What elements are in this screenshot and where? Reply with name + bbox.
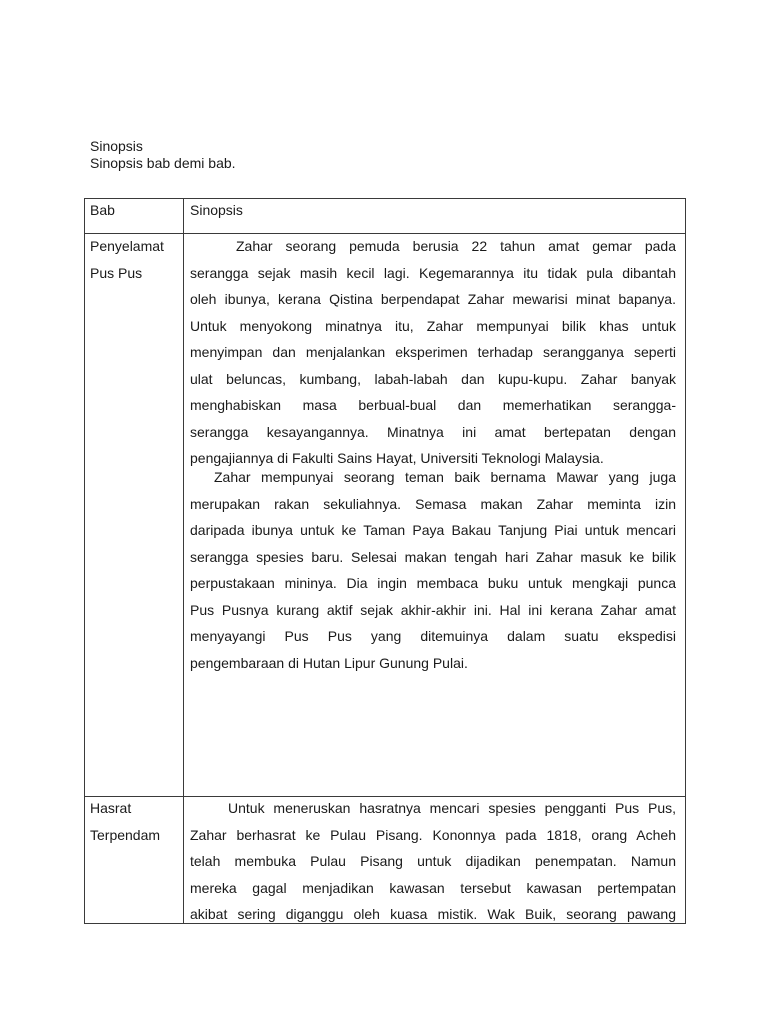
text-line: telah membuka Pulau Pisang untuk dijadikan penempatan. Namun	[190, 853, 676, 869]
text-line: ulat beluncas, kumbang, labah-labah dan kupu-kupu. Zahar banyak	[190, 370, 676, 387]
text-line: akibat sering diganggu oleh kuasa mistik. Wak Buik, seorang pawang	[190, 906, 676, 922]
text-line: pengembaraan di Hutan Lipur Gunung Pulai.	[190, 654, 468, 671]
synopsis-paragraph-2	[190, 464, 676, 676]
text-line: pengajiannya di Fakulti Sains Hayat, Universiti Teknologi Malaysia.	[190, 450, 604, 466]
text-line: mereka gagal menjadikan kawasan tersebut kawasan pertempatan	[190, 879, 676, 896]
table-row-2-chapter	[90, 795, 160, 848]
text-line: Zahar mempunyai seorang teman baik bernama Mawar yang juga	[214, 469, 676, 485]
text-line: perpustakaan mininya. Dia ingin membaca buku untuk mengkaji punca	[190, 575, 676, 591]
document-subtitle: Sinopsis bab demi bab.	[90, 155, 236, 171]
text-line: Pus Pusnya kurang aktif sejak akhir-akhir ini. Hal ini kerana Zahar amat	[190, 601, 676, 618]
chapter-title-line: Terpendam	[90, 826, 161, 843]
text-line: serangga sejak masih kecil lagi. Kegemarannya itu tidak pula dibantah	[190, 264, 676, 281]
chapter-title-line: Penyelamat	[90, 238, 164, 254]
text-line: Zahar seorang pemuda berusia 22 tahun amat gemar pada	[236, 238, 676, 254]
column-divider	[183, 198, 184, 924]
chapter-title-line: Hasrat	[90, 800, 132, 816]
text-line: menyimpan dan menjalankan eksperimen terhadap serangganya seperti	[190, 344, 676, 360]
document-title: Sinopsis	[90, 138, 143, 154]
text-line: merupakan rakan sekuliahnya. Semasa makan Zahar meminta izin	[190, 495, 676, 512]
synopsis-table	[84, 198, 686, 924]
synopsis-paragraph-1	[190, 233, 676, 472]
text-line: Untuk meneruskan hasratnya mencari spesies pengganti Pus Pus,	[228, 800, 676, 816]
chapter-title-line: Pus Pus	[90, 264, 143, 281]
table-border-top	[84, 198, 686, 199]
text-line: serangga kesayangannya. Minatnya ini amat bertepatan dengan	[190, 423, 676, 440]
text-line: daripada ibunya untuk ke Taman Paya Bakau Tanjung Piai untuk mencari	[190, 522, 676, 538]
synopsis-paragraph-3	[190, 795, 676, 928]
header-synopsis: Sinopsis	[190, 202, 243, 218]
text-line: Untuk menyokong minatnya itu, Zahar mempunyai bilik khas untuk	[190, 317, 676, 334]
table-border-right	[685, 198, 686, 924]
text-line: Zahar berhasrat ke Pulau Pisang. Kononnya pada 1818, orang Acheh	[190, 826, 676, 843]
table-border-left	[84, 198, 85, 924]
text-line: serangga spesies baru. Selesai makan tengah hari Zahar masuk ke bilik	[190, 548, 676, 565]
text-line: oleh ibunya, kerana Qistina berpendapat Zahar mewarisi minat bapanya.	[190, 291, 676, 307]
text-line: menghabiskan masa berbual-bual dan memerhatikan serangga-	[190, 397, 676, 413]
text-line: menyayangi Pus Pus yang ditemuinya dalam suatu ekspedisi	[190, 628, 676, 644]
header-chapter: Bab	[90, 202, 115, 218]
table-row-1-chapter	[90, 233, 164, 286]
